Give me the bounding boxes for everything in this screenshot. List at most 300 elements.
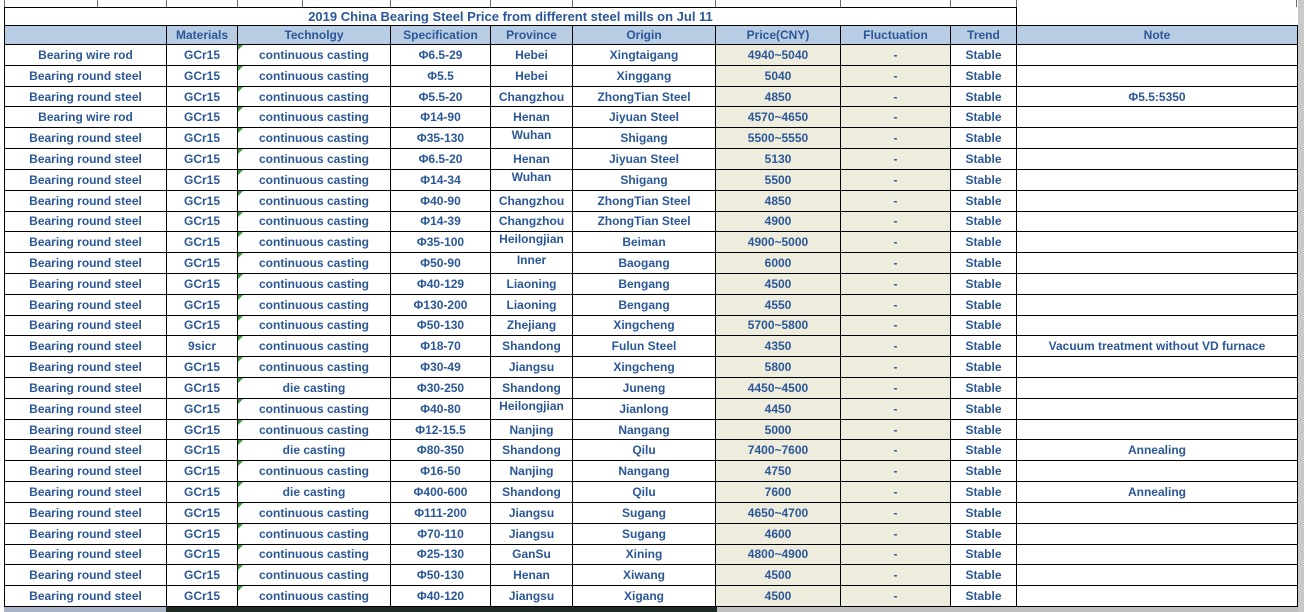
cell-product[interactable]: Bearing round steel — [5, 378, 167, 399]
cell-origin[interactable]: Xingcheng — [573, 357, 716, 378]
cell-origin[interactable]: Shigang — [573, 128, 716, 149]
cell-note[interactable] — [1017, 565, 1298, 586]
cell-province[interactable]: Nanjing — [491, 461, 573, 482]
cell-product[interactable]: Bearing round steel — [5, 295, 167, 316]
cell-price[interactable]: 4450 — [716, 399, 841, 420]
cell-province[interactable]: Shandong — [491, 440, 573, 461]
cell-price[interactable]: 4850 — [716, 191, 841, 212]
cell-origin[interactable]: Xining — [573, 545, 716, 566]
cell-price[interactable]: 4500 — [716, 565, 841, 586]
cell-price[interactable]: 4650~4700 — [716, 503, 841, 524]
cell-origin[interactable]: Xinggang — [573, 66, 716, 87]
cell-product[interactable]: Bearing round steel — [5, 420, 167, 441]
cell-product[interactable]: Bearing wire rod — [5, 107, 167, 128]
cell-fluctuation[interactable]: - — [841, 212, 951, 233]
cell-fluctuation[interactable]: - — [841, 545, 951, 566]
cell-specification[interactable]: Φ70-110 — [391, 524, 491, 545]
cell-materials[interactable]: GCr15 — [167, 253, 238, 274]
cell-trend[interactable]: Stable — [951, 524, 1017, 545]
cell-origin[interactable]: Fulun Steel — [573, 336, 716, 357]
cell-price[interactable]: 5000 — [716, 420, 841, 441]
cell-province[interactable]: Inner — [491, 253, 573, 274]
cell-technology[interactable] — [238, 420, 391, 441]
cell-province[interactable]: Liaoning — [491, 274, 573, 295]
cell-technology[interactable] — [238, 461, 391, 482]
cell-note[interactable] — [1017, 524, 1298, 545]
cell-product[interactable]: Bearing round steel — [5, 253, 167, 274]
cell-materials[interactable]: GCr15 — [167, 170, 238, 191]
cell-trend[interactable]: Stable — [951, 128, 1017, 149]
cell-technology[interactable] — [238, 524, 391, 545]
cell-technology[interactable] — [238, 565, 391, 586]
cell-materials[interactable]: GCr15 — [167, 524, 238, 545]
cell-fluctuation[interactable]: - — [841, 420, 951, 441]
cell-specification[interactable]: Φ50-130 — [391, 565, 491, 586]
cell-note[interactable] — [1017, 295, 1298, 316]
cell-province[interactable]: Jiangsu — [491, 357, 573, 378]
cell-province[interactable]: Henan — [491, 149, 573, 170]
cell-origin[interactable]: Bengang — [573, 295, 716, 316]
cell-trend[interactable]: Stable — [951, 461, 1017, 482]
cell-fluctuation[interactable]: - — [841, 149, 951, 170]
cell-product[interactable]: Bearing round steel — [5, 586, 167, 607]
cell-origin[interactable]: Qilu — [573, 440, 716, 461]
cell-price[interactable]: 4900~5000 — [716, 232, 841, 253]
column-header-product[interactable] — [5, 25, 167, 45]
cell-fluctuation[interactable]: - — [841, 378, 951, 399]
cell-price[interactable]: 5800 — [716, 357, 841, 378]
cell-technology[interactable] — [238, 170, 391, 191]
cell-product[interactable]: Bearing wire rod — [5, 45, 167, 66]
cell-materials[interactable]: GCr15 — [167, 45, 238, 66]
cell-materials[interactable]: GCr15 — [167, 149, 238, 170]
cell-fluctuation[interactable]: - — [841, 253, 951, 274]
cell-note[interactable]: Annealing — [1017, 440, 1298, 461]
cell-technology[interactable] — [238, 482, 391, 503]
cell-fluctuation[interactable]: - — [841, 461, 951, 482]
error-indicator-icon — [238, 253, 243, 258]
cell-fluctuation[interactable]: - — [841, 482, 951, 503]
cell-product[interactable]: Bearing round steel — [5, 545, 167, 566]
cell-trend[interactable]: Stable — [951, 545, 1017, 566]
cell-materials[interactable]: GCr15 — [167, 232, 238, 253]
cell-materials[interactable]: GCr15 — [167, 482, 238, 503]
cell-note[interactable] — [1017, 212, 1298, 233]
cell-origin[interactable]: Xiwang — [573, 565, 716, 586]
cell-price[interactable]: 7600 — [716, 482, 841, 503]
cell-origin[interactable]: Sugang — [573, 524, 716, 545]
cell-fluctuation[interactable]: - — [841, 274, 951, 295]
cell-fluctuation[interactable]: - — [841, 232, 951, 253]
cell-note[interactable] — [1017, 128, 1298, 149]
cell-materials[interactable]: GCr15 — [167, 191, 238, 212]
cell-fluctuation[interactable]: - — [841, 524, 951, 545]
cell-trend[interactable]: Stable — [951, 212, 1017, 233]
cell-trend[interactable]: Stable — [951, 565, 1017, 586]
cell-technology[interactable] — [238, 336, 391, 357]
cell-materials[interactable]: GCr15 — [167, 107, 238, 128]
cell-price[interactable]: 5500 — [716, 170, 841, 191]
cell-price[interactable]: 4570~4650 — [716, 107, 841, 128]
cell-product[interactable]: Bearing round steel — [5, 66, 167, 87]
cell-fluctuation[interactable]: - — [841, 128, 951, 149]
cell-note[interactable]: Φ5.5:5350 — [1017, 87, 1298, 108]
cell-materials[interactable]: GCr15 — [167, 461, 238, 482]
cell-product[interactable]: Bearing round steel — [5, 87, 167, 108]
cell-note[interactable] — [1017, 357, 1298, 378]
table-title[interactable]: 2019 China Bearing Steel Price from different steel mills on Jul 11 — [5, 7, 1017, 25]
cell-technology[interactable] — [238, 45, 391, 66]
cell-specification[interactable]: Φ5.5 — [391, 66, 491, 87]
cell-technology[interactable] — [238, 399, 391, 420]
cell-specification[interactable]: Φ14-90 — [391, 107, 491, 128]
cell-province[interactable]: Liaoning — [491, 295, 573, 316]
cell-materials[interactable]: GCr15 — [167, 440, 238, 461]
cell-province[interactable]: Changzhou — [491, 191, 573, 212]
cell-origin[interactable]: Jiyuan Steel — [573, 107, 716, 128]
cell-note[interactable] — [1017, 107, 1298, 128]
cell-materials[interactable]: GCr15 — [167, 66, 238, 87]
table-row — [5, 420, 1298, 441]
cell-fluctuation[interactable]: - — [841, 503, 951, 524]
cell-note[interactable]: Vacuum treatment without VD furnace — [1017, 336, 1298, 357]
cell-province[interactable]: Henan — [491, 565, 573, 586]
cell-product[interactable]: Bearing round steel — [5, 128, 167, 149]
cell-province[interactable]: Zhejiang — [491, 316, 573, 337]
cell-note[interactable] — [1017, 45, 1298, 66]
column-header-province[interactable]: Province — [491, 25, 573, 45]
cell-note[interactable] — [1017, 191, 1298, 212]
cell-product[interactable]: Bearing round steel — [5, 212, 167, 233]
cell-origin[interactable]: Jiyuan Steel — [573, 149, 716, 170]
cell-province[interactable]: Changzhou — [491, 87, 573, 108]
column-header-fluctuation[interactable]: Fluctuation — [841, 25, 951, 45]
cell-fluctuation[interactable]: - — [841, 107, 951, 128]
cell-province[interactable]: Jiangsu — [491, 586, 573, 607]
cell-trend[interactable]: Stable — [951, 107, 1017, 128]
cell-province[interactable]: Hebei — [491, 66, 573, 87]
column-header-materials[interactable]: Materials — [167, 25, 238, 45]
cell-technology[interactable] — [238, 253, 391, 274]
cell-technology[interactable] — [238, 191, 391, 212]
cell-fluctuation[interactable]: - — [841, 87, 951, 108]
cell-fluctuation[interactable]: - — [841, 357, 951, 378]
cell-fluctuation[interactable]: - — [841, 66, 951, 87]
cell-origin[interactable]: Baogang — [573, 253, 716, 274]
cell-note[interactable] — [1017, 461, 1298, 482]
cell-specification[interactable]: Φ80-350 — [391, 440, 491, 461]
cell-trend[interactable]: Stable — [951, 316, 1017, 337]
cell-note[interactable] — [1017, 316, 1298, 337]
cell-technology[interactable] — [238, 66, 391, 87]
cell-trend[interactable]: Stable — [951, 503, 1017, 524]
cell-trend[interactable]: Stable — [951, 336, 1017, 357]
cell-technology[interactable] — [238, 212, 391, 233]
cell-specification[interactable]: Φ25-130 — [391, 545, 491, 566]
cell-specification[interactable]: Φ16-50 — [391, 461, 491, 482]
cell-materials[interactable]: GCr15 — [167, 420, 238, 441]
cell-price[interactable]: 4800~4900 — [716, 545, 841, 566]
cell-technology[interactable] — [238, 586, 391, 607]
cell-price[interactable]: 5040 — [716, 66, 841, 87]
cell-fluctuation[interactable]: - — [841, 399, 951, 420]
cell-specification[interactable]: Φ18-70 — [391, 336, 491, 357]
cell-materials[interactable]: GCr15 — [167, 128, 238, 149]
cell-specification[interactable]: Φ50-130 — [391, 316, 491, 337]
error-indicator-icon — [238, 503, 243, 508]
cell-trend[interactable]: Stable — [951, 378, 1017, 399]
cell-specification[interactable]: Φ130-200 — [391, 295, 491, 316]
cell-fluctuation[interactable]: - — [841, 565, 951, 586]
cell-specification[interactable]: Φ40-90 — [391, 191, 491, 212]
cell-province[interactable]: Shandong — [491, 378, 573, 399]
column-header-trend[interactable]: Trend — [951, 25, 1017, 45]
cell-province[interactable]: Changzhou — [491, 212, 573, 233]
column-header-technology[interactable]: Technolgy — [238, 25, 391, 45]
cell-specification[interactable]: Φ14-34 — [391, 170, 491, 191]
cell-specification[interactable]: Φ40-80 — [391, 399, 491, 420]
cell-price[interactable]: 5500~5550 — [716, 128, 841, 149]
cell-materials[interactable]: GCr15 — [167, 565, 238, 586]
cell-fluctuation[interactable]: - — [841, 45, 951, 66]
cell-fluctuation[interactable]: - — [841, 191, 951, 212]
cell-technology-label: continuous casting — [258, 505, 369, 520]
cell-origin[interactable]: Sugang — [573, 503, 716, 524]
cell-technology[interactable] — [238, 149, 391, 170]
cell-product[interactable]: Bearing round steel — [5, 170, 167, 191]
cell-province[interactable]: Jiangsu — [491, 524, 573, 545]
cell-province[interactable]: Heilongjian — [491, 232, 573, 253]
error-indicator-icon — [238, 87, 243, 92]
cell-origin[interactable]: Xingtaigang — [573, 45, 716, 66]
cell-price[interactable]: 4350 — [716, 336, 841, 357]
cell-specification[interactable]: Φ50-90 — [391, 253, 491, 274]
cell-specification[interactable]: Φ5.5-20 — [391, 87, 491, 108]
error-indicator-icon — [238, 461, 243, 466]
cell-trend[interactable]: Stable — [951, 45, 1017, 66]
cell-technology[interactable] — [238, 378, 391, 399]
cell-province[interactable]: Wuhan — [491, 128, 573, 149]
cell-specification[interactable]: Φ35-130 — [391, 128, 491, 149]
cell-specification[interactable]: Φ111-200 — [391, 503, 491, 524]
cell-price[interactable]: 4550 — [716, 295, 841, 316]
table-row — [5, 191, 1298, 212]
cell-price[interactable]: 6000 — [716, 253, 841, 274]
cell-product[interactable]: Bearing round steel — [5, 336, 167, 357]
cell-product[interactable]: Bearing round steel — [5, 461, 167, 482]
cell-materials[interactable]: GCr15 — [167, 545, 238, 566]
cell-materials[interactable]: GCr15 — [167, 378, 238, 399]
cell-materials[interactable]: 9sicr — [167, 336, 238, 357]
cell-product[interactable]: Bearing round steel — [5, 482, 167, 503]
cell-materials[interactable]: GCr15 — [167, 87, 238, 108]
cell-origin[interactable]: Nangang — [573, 461, 716, 482]
cell-trend[interactable]: Stable — [951, 274, 1017, 295]
cell-note[interactable] — [1017, 503, 1298, 524]
cell-trend[interactable]: Stable — [951, 420, 1017, 441]
cell-specification[interactable]: Φ30-250 — [391, 378, 491, 399]
cell-technology[interactable] — [238, 545, 391, 566]
cell-province[interactable]: GanSu — [491, 545, 573, 566]
cell-technology[interactable] — [238, 232, 391, 253]
cell-note[interactable] — [1017, 274, 1298, 295]
cell-origin[interactable]: Qilu — [573, 482, 716, 503]
cell-note[interactable] — [1017, 170, 1298, 191]
cell-technology[interactable] — [238, 316, 391, 337]
column-header-note[interactable]: Note — [1017, 25, 1298, 45]
cell-product[interactable]: Bearing round steel — [5, 149, 167, 170]
cell-materials[interactable]: GCr15 — [167, 295, 238, 316]
cell-trend[interactable]: Stable — [951, 232, 1017, 253]
cell-trend[interactable]: Stable — [951, 482, 1017, 503]
cell-specification[interactable]: Φ6.5-29 — [391, 45, 491, 66]
cell-product[interactable]: Bearing round steel — [5, 357, 167, 378]
cell-note[interactable] — [1017, 232, 1298, 253]
cell-note[interactable]: Annealing — [1017, 482, 1298, 503]
cell-specification[interactable]: Φ35-100 — [391, 232, 491, 253]
cell-price[interactable]: 4450~4500 — [716, 378, 841, 399]
cell-province[interactable]: Heilongjian — [491, 399, 573, 420]
grid-tick — [950, 0, 951, 7]
title-row — [5, 7, 1298, 25]
column-header-price[interactable]: Price(CNY) — [716, 25, 841, 45]
cell-province[interactable]: Jiangsu — [491, 503, 573, 524]
cell-province[interactable]: Henan — [491, 107, 573, 128]
cell-technology[interactable] — [238, 503, 391, 524]
cell-note[interactable] — [1017, 586, 1298, 607]
cell-product[interactable]: Bearing round steel — [5, 503, 167, 524]
table-row — [5, 232, 1298, 253]
cell-trend[interactable]: Stable — [951, 295, 1017, 316]
cell-province[interactable]: Shandong — [491, 336, 573, 357]
cell-origin[interactable]: Juneng — [573, 378, 716, 399]
cell-trend[interactable]: Stable — [951, 253, 1017, 274]
cell-province[interactable]: Shandong — [491, 482, 573, 503]
cell-fluctuation[interactable]: - — [841, 316, 951, 337]
cell-province[interactable]: Wuhan — [491, 170, 573, 191]
cell-trend[interactable]: Stable — [951, 357, 1017, 378]
cell-technology[interactable] — [238, 440, 391, 461]
cell-price[interactable]: 4850 — [716, 87, 841, 108]
cell-materials[interactable]: GCr15 — [167, 357, 238, 378]
cell-materials[interactable]: GCr15 — [167, 503, 238, 524]
cell-note[interactable] — [1017, 399, 1298, 420]
cell-note[interactable] — [1017, 253, 1298, 274]
cell-materials[interactable]: GCr15 — [167, 212, 238, 233]
cell-specification[interactable]: Φ6.5-20 — [391, 149, 491, 170]
cell-specification[interactable]: Φ14-39 — [391, 212, 491, 233]
cell-trend[interactable]: Stable — [951, 399, 1017, 420]
error-indicator-icon — [238, 545, 243, 550]
cell-note[interactable] — [1017, 420, 1298, 441]
cell-product[interactable]: Bearing round steel — [5, 399, 167, 420]
cell-note[interactable] — [1017, 378, 1298, 399]
cell-materials[interactable]: GCr15 — [167, 316, 238, 337]
cell-origin[interactable]: Xingcheng — [573, 316, 716, 337]
cell-product[interactable]: Bearing round steel — [5, 191, 167, 212]
cell-fluctuation[interactable]: - — [841, 440, 951, 461]
cell-fluctuation[interactable]: - — [841, 586, 951, 607]
cell-price[interactable]: 4500 — [716, 586, 841, 607]
cell-technology[interactable] — [238, 274, 391, 295]
cell-price[interactable]: 7400~7600 — [716, 440, 841, 461]
cell-trend[interactable]: Stable — [951, 191, 1017, 212]
cell-technology[interactable] — [238, 357, 391, 378]
cell-origin[interactable]: Xigang — [573, 586, 716, 607]
cell-origin[interactable]: Jianlong — [573, 399, 716, 420]
cell-price[interactable]: 4940~5040 — [716, 45, 841, 66]
cell-fluctuation[interactable]: - — [841, 295, 951, 316]
cell-materials[interactable]: GCr15 — [167, 399, 238, 420]
cell-origin[interactable]: Beiman — [573, 232, 716, 253]
cell-price[interactable]: 5130 — [716, 149, 841, 170]
cell-note[interactable] — [1017, 66, 1298, 87]
error-indicator-icon — [238, 66, 243, 71]
cell-note[interactable] — [1017, 149, 1298, 170]
cell-technology[interactable] — [238, 295, 391, 316]
cell-origin[interactable]: ZhongTian Steel — [573, 212, 716, 233]
cell-price[interactable]: 4900 — [716, 212, 841, 233]
cell-technology[interactable] — [238, 128, 391, 149]
cell-origin[interactable]: ZhongTian Steel — [573, 191, 716, 212]
cell-specification[interactable]: Φ40-129 — [391, 274, 491, 295]
cell-trend[interactable]: Stable — [951, 170, 1017, 191]
cell-product[interactable]: Bearing round steel — [5, 565, 167, 586]
cell-price[interactable]: 4500 — [716, 274, 841, 295]
cell-fluctuation[interactable]: - — [841, 336, 951, 357]
cell-trend[interactable]: Stable — [951, 149, 1017, 170]
column-header-origin[interactable]: Origin — [573, 25, 716, 45]
cell-price[interactable]: 4600 — [716, 524, 841, 545]
error-indicator-icon — [238, 440, 243, 445]
cell-origin[interactable]: Shigang — [573, 170, 716, 191]
table-body — [5, 45, 1298, 607]
cell-origin[interactable]: Bengang — [573, 274, 716, 295]
cell-trend[interactable]: Stable — [951, 440, 1017, 461]
cell-materials[interactable]: GCr15 — [167, 586, 238, 607]
table-row — [5, 586, 1298, 607]
cell-price[interactable]: 4750 — [716, 461, 841, 482]
cell-specification[interactable]: Φ40-120 — [391, 586, 491, 607]
cell-note[interactable] — [1017, 545, 1298, 566]
cell-specification[interactable]: Φ12-15.5 — [391, 420, 491, 441]
cell-trend[interactable]: Stable — [951, 586, 1017, 607]
cell-product[interactable]: Bearing round steel — [5, 524, 167, 545]
cell-product[interactable]: Bearing round steel — [5, 440, 167, 461]
cell-product[interactable]: Bearing round steel — [5, 232, 167, 253]
cell-province[interactable]: Hebei — [491, 45, 573, 66]
table-row — [5, 524, 1298, 545]
cell-technology[interactable] — [238, 107, 391, 128]
cell-origin[interactable]: ZhongTian Steel — [573, 87, 716, 108]
cell-trend[interactable]: Stable — [951, 87, 1017, 108]
grid-tick-strip — [0, 0, 1304, 7]
grid-tick — [1296, 0, 1297, 7]
column-header-specification[interactable]: Specification — [391, 25, 491, 45]
cell-price[interactable]: 5700~5800 — [716, 316, 841, 337]
cell-specification[interactable]: Φ400-600 — [391, 482, 491, 503]
cell-trend[interactable]: Stable — [951, 66, 1017, 87]
cell-origin[interactable]: Nangang — [573, 420, 716, 441]
table-row — [5, 378, 1298, 399]
cell-product[interactable]: Bearing round steel — [5, 316, 167, 337]
cell-product[interactable]: Bearing round steel — [5, 274, 167, 295]
cell-province[interactable]: Nanjing — [491, 420, 573, 441]
cell-technology[interactable] — [238, 87, 391, 108]
cell-fluctuation[interactable]: - — [841, 170, 951, 191]
cell-materials[interactable]: GCr15 — [167, 274, 238, 295]
cell-specification[interactable]: Φ30-49 — [391, 357, 491, 378]
